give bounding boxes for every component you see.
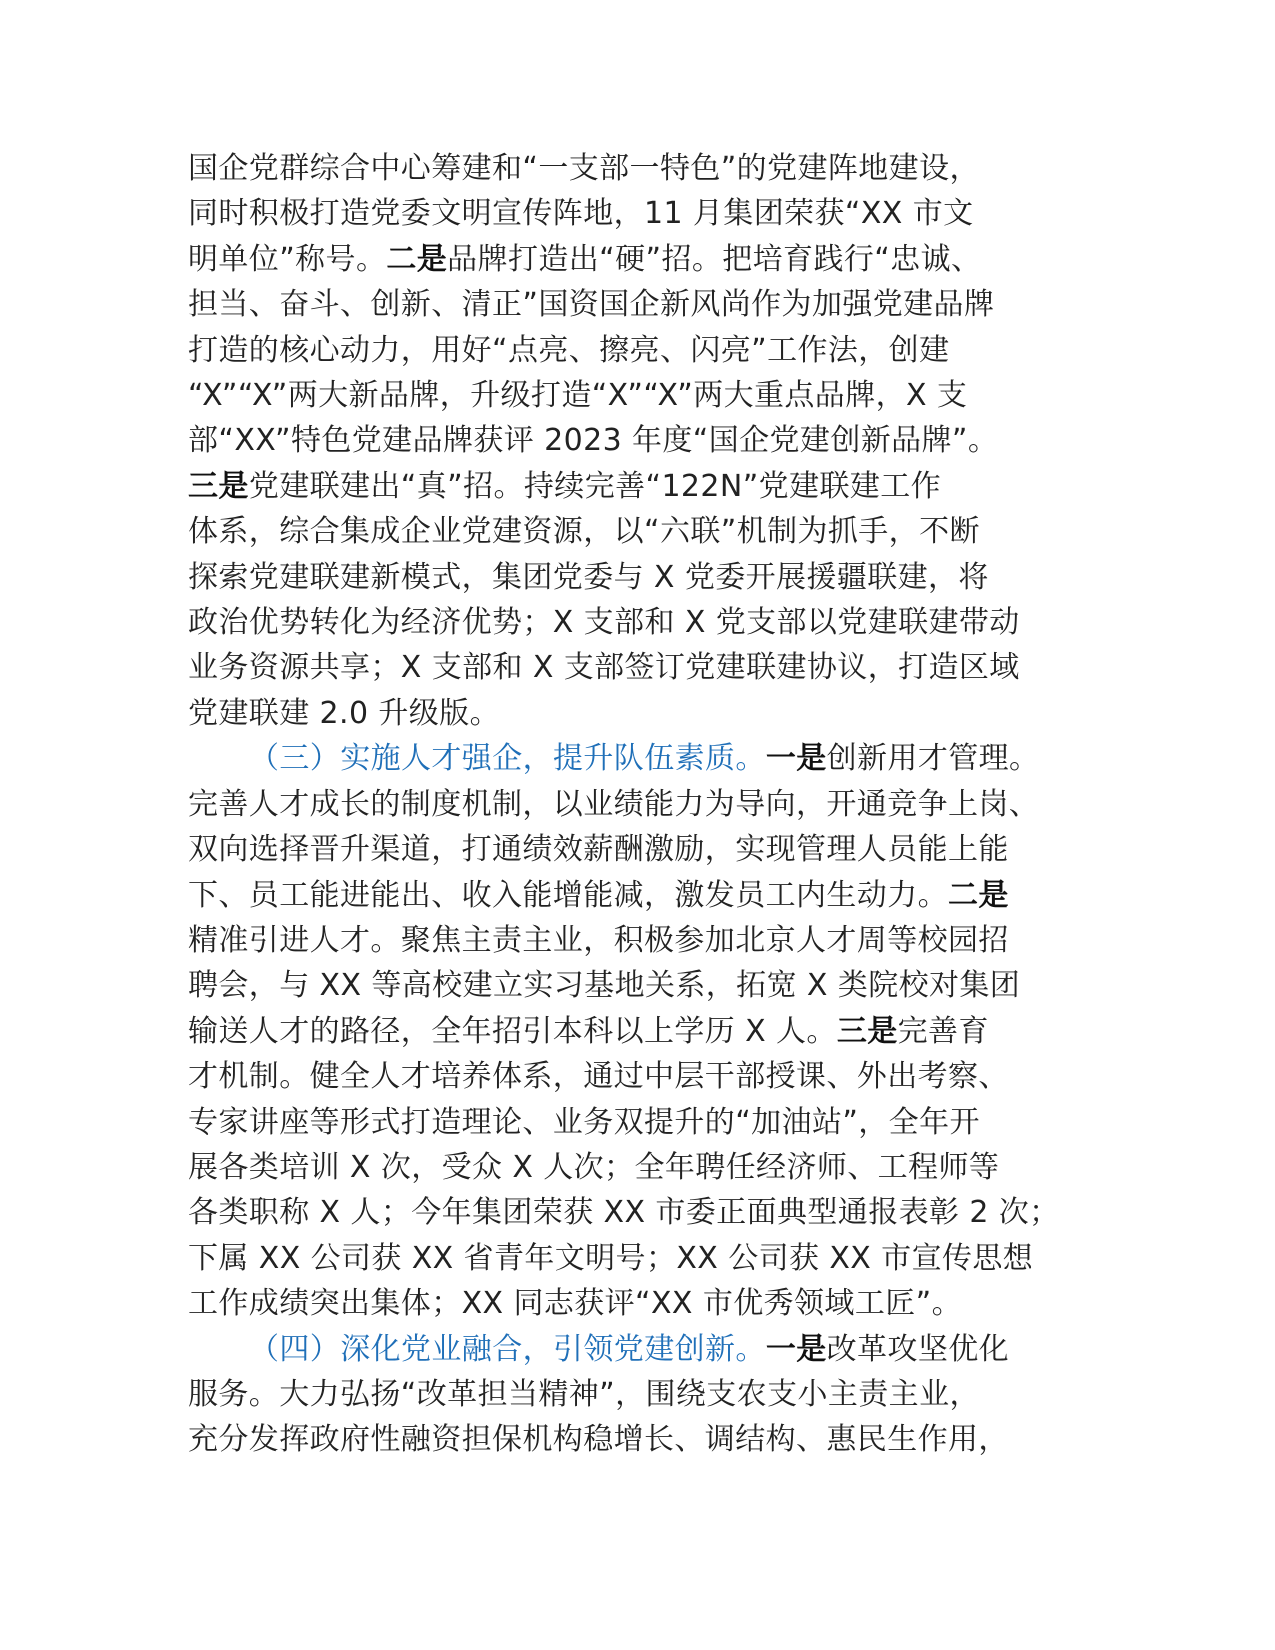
text-line (188, 827, 1108, 872)
section-heading: （四）深化党业融合，引领党建创新。 (249, 1331, 766, 1367)
text-line (188, 1372, 1108, 1417)
text-segment: 各类职称 X 人；今年集团荣获 XX 市委正面典型通报表彰 2 次； (188, 1195, 1060, 1231)
text-segment: 下属 XX 公司获 XX 省青年文明号；XX 公司获 XX 市宣传思想 (188, 1240, 1034, 1276)
text-segment: 体系，综合集成企业党建资源，以“六联”机制为抓手，不断 (188, 514, 980, 550)
text-line (188, 1145, 1108, 1190)
emphasis-marker: 一是 (765, 1331, 827, 1367)
text-line (188, 1054, 1108, 1099)
text-line (188, 736, 1108, 781)
text-segment: 打造的核心动力，用好“点亮、擦亮、闪亮”工作法，创建 (188, 332, 950, 368)
text-line (188, 237, 1108, 282)
body-text (188, 146, 1108, 1463)
text-line (188, 1100, 1108, 1145)
text-segment: 创新用才管理。 (826, 741, 1040, 777)
text-line (188, 645, 1108, 690)
text-segment: 担当、奋斗、创新、清正”国资国企新风尚作为加强党建品牌 (188, 287, 995, 323)
text-segment: 探索党建联建新模式，集团党委与 X 党委开展援疆联建，将 (188, 559, 989, 595)
text-segment: 下、员工能进能出、收入能增能减，激发员工内生动力。 (188, 877, 948, 913)
text-line (188, 373, 1108, 418)
text-segment: 部“XX”特色党建品牌获评 2023 年度“国企党建创新品牌”。 (188, 423, 999, 459)
text-line (188, 555, 1108, 600)
text-segment: 充分发挥政府性融资担保机构稳增长、调结构、惠民生作用， (188, 1422, 1009, 1458)
text-segment: 党建联建 2.0 升级版。 (188, 695, 500, 731)
text-line (188, 146, 1108, 191)
text-segment: 输送人才的路径，全年招引本科以上学历 X 人。 (188, 1013, 837, 1049)
emphasis-marker: 二是 (948, 877, 1009, 913)
text-line (188, 1190, 1108, 1235)
text-segment: “X”“X”两大新品牌，升级打造“X”“X”两大重点品牌，X 支 (188, 378, 968, 414)
text-line (188, 1009, 1108, 1054)
text-segment: 品牌打造出“硬”招。把培育践行“忠诚、 (447, 241, 982, 277)
emphasis-marker: 一是 (765, 741, 827, 777)
emphasis-marker: 三是 (188, 468, 249, 504)
text-segment: 完善人才成长的制度机制，以业绩能力为导向，开通竞争上岗、 (188, 786, 1040, 822)
text-line (188, 918, 1108, 963)
text-line (188, 509, 1108, 554)
text-line (188, 328, 1108, 373)
text-segment: 改革攻坚优化 (826, 1331, 1010, 1367)
text-line (188, 1236, 1108, 1281)
text-line (188, 1327, 1108, 1372)
text-line (188, 691, 1108, 736)
text-line (188, 963, 1108, 1008)
text-segment: 双向选择晋升渠道，打通绩效薪酬激励，实现管理人员能上能 (188, 832, 1009, 868)
text-segment: 党建联建出“真”招。持续完善“122N”党建联建工作 (248, 468, 942, 504)
text-line (188, 464, 1108, 509)
text-segment: 业务资源共享；X 支部和 X 支部签订党建联建协议，打造区域 (188, 650, 1020, 686)
text-segment: 才机制。健全人才培养体系，通过中层干部授课、外出考察、 (188, 1059, 1009, 1095)
text-segment: 展各类培训 X 次，受众 X 人次；全年聘任经济师、工程师等 (188, 1149, 1000, 1185)
text-segment: 聘会，与 XX 等高校建立实习基地关系，拓宽 X 类院校对集团 (188, 968, 1021, 1004)
text-segment: 服务。大力弘扬“改革担当精神”，围绕支农支小主责主业， (188, 1376, 980, 1412)
text-segment: 政治优势转化为经济优势；X 支部和 X 党支部以党建联建带动 (188, 605, 1020, 641)
text-segment: 同时积极打造党委文明宣传阵地，11 月集团荣获“XX 市文 (188, 196, 974, 232)
text-segment: 国企党群综合中心筹建和“一支部一特色”的党建阵地建设， (188, 151, 980, 186)
text-line (188, 191, 1108, 236)
emphasis-marker: 二是 (386, 241, 448, 277)
text-segment: 明单位”称号。 (188, 241, 387, 277)
text-line (188, 782, 1108, 827)
text-line (188, 873, 1108, 918)
text-line (188, 282, 1108, 327)
section-heading: （三）实施人才强企，提升队伍素质。 (249, 741, 766, 777)
text-segment: 专家讲座等形式打造理论、业务双提升的“加油站”，全年开 (188, 1104, 980, 1140)
text-line (188, 418, 1108, 463)
text-segment: 工作成绩突出集体；XX 同志获评“XX 市优秀领域工匠”。 (188, 1286, 962, 1322)
text-segment: 精准引进人才。聚焦主责主业，积极参加北京人才周等校园招 (188, 922, 1009, 958)
text-line (188, 1281, 1108, 1326)
text-segment: 完善育 (897, 1013, 989, 1049)
emphasis-marker: 三是 (836, 1013, 898, 1049)
text-line (188, 600, 1108, 645)
text-line (188, 1417, 1108, 1462)
